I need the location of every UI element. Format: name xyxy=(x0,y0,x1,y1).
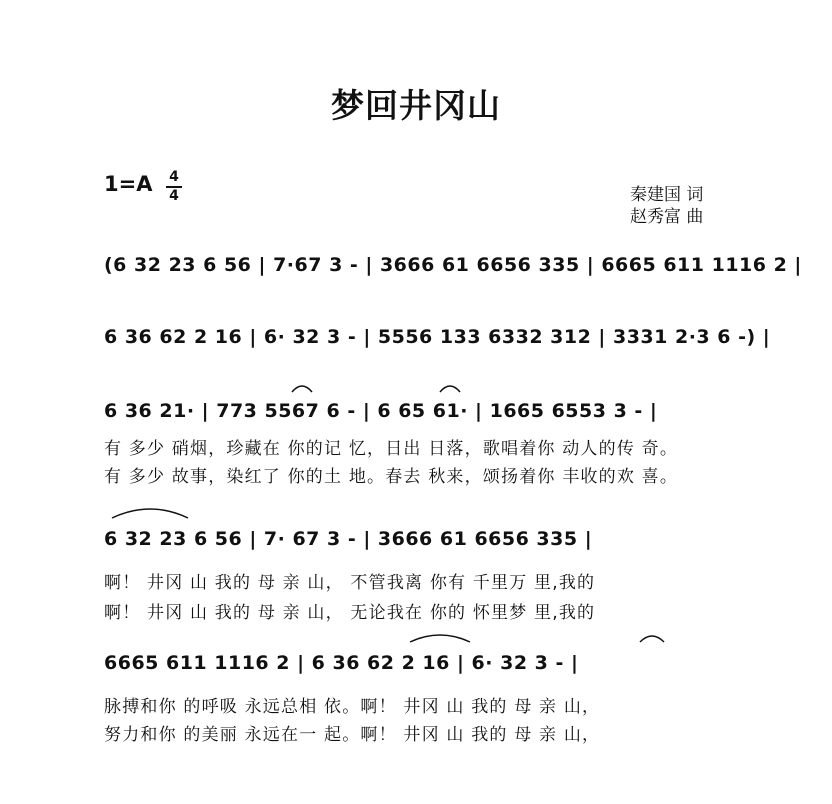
slur-mark xyxy=(112,509,188,518)
time-signature-top: 4 xyxy=(169,169,179,185)
lyric-line-5-verse-1: 脉搏和你 的呼吸 永远总相 依。啊！ 井冈 山 我的 母 亲 山， xyxy=(104,697,601,717)
notation-line-2: 6 36 62 2 16 | 6· 32 3 - | 5556 133 6332 312 | 3331 2·3 6 -) | xyxy=(104,326,771,348)
song-title: 梦回井冈山 xyxy=(331,86,501,125)
slur-mark xyxy=(410,635,470,642)
lyricist-credit: 秦建国 词 xyxy=(630,185,704,205)
notation-line-5: 6665 611 1116 2 | 6 36 62 2 16 | 6· 32 3 - | xyxy=(104,652,579,674)
time-signature-bottom: 4 xyxy=(169,188,179,204)
lyric-line-3-verse-1: 有 多少 硝烟，珍藏在 你的记 忆，日出 日落，歌唱着你 动人的传 奇。 xyxy=(104,439,679,459)
lyric-line-3-verse-2: 有 多少 故事，染红了 你的土 地。春去 秋来，颂扬着你 丰收的欢 喜。 xyxy=(104,467,679,487)
notation-line-1: (6 32 23 6 56 | 7·67 3 - | 3666 61 6656 335 | 6665 611 1116 2 | xyxy=(104,254,802,276)
notation-line-4: 6 32 23 6 56 | 7· 67 3 - | 3666 61 6656 335 | xyxy=(104,528,593,550)
composer-credit: 赵秀富 曲 xyxy=(630,207,704,227)
lyric-line-4-verse-2: 啊！ 井冈 山 我的 母 亲 山， 无论我在 你的 怀里梦 里,我的 xyxy=(104,603,596,623)
slur-mark xyxy=(292,386,312,392)
key-signature: 1=A xyxy=(104,172,153,196)
lyric-line-5-verse-2: 努力和你 的美丽 永远在一 起。啊！ 井冈 山 我的 母 亲 山， xyxy=(104,725,601,745)
lyric-line-4-verse-1: 啊！ 井冈 山 我的 母 亲 山， 不管我离 你有 千里万 里,我的 xyxy=(104,573,596,593)
notation-line-3: 6 36 21· | 773 5567 6 - | 6 65 61· | 1665 6553 3 - | xyxy=(104,400,658,422)
slur-mark xyxy=(640,636,664,642)
slur-mark xyxy=(440,386,460,392)
